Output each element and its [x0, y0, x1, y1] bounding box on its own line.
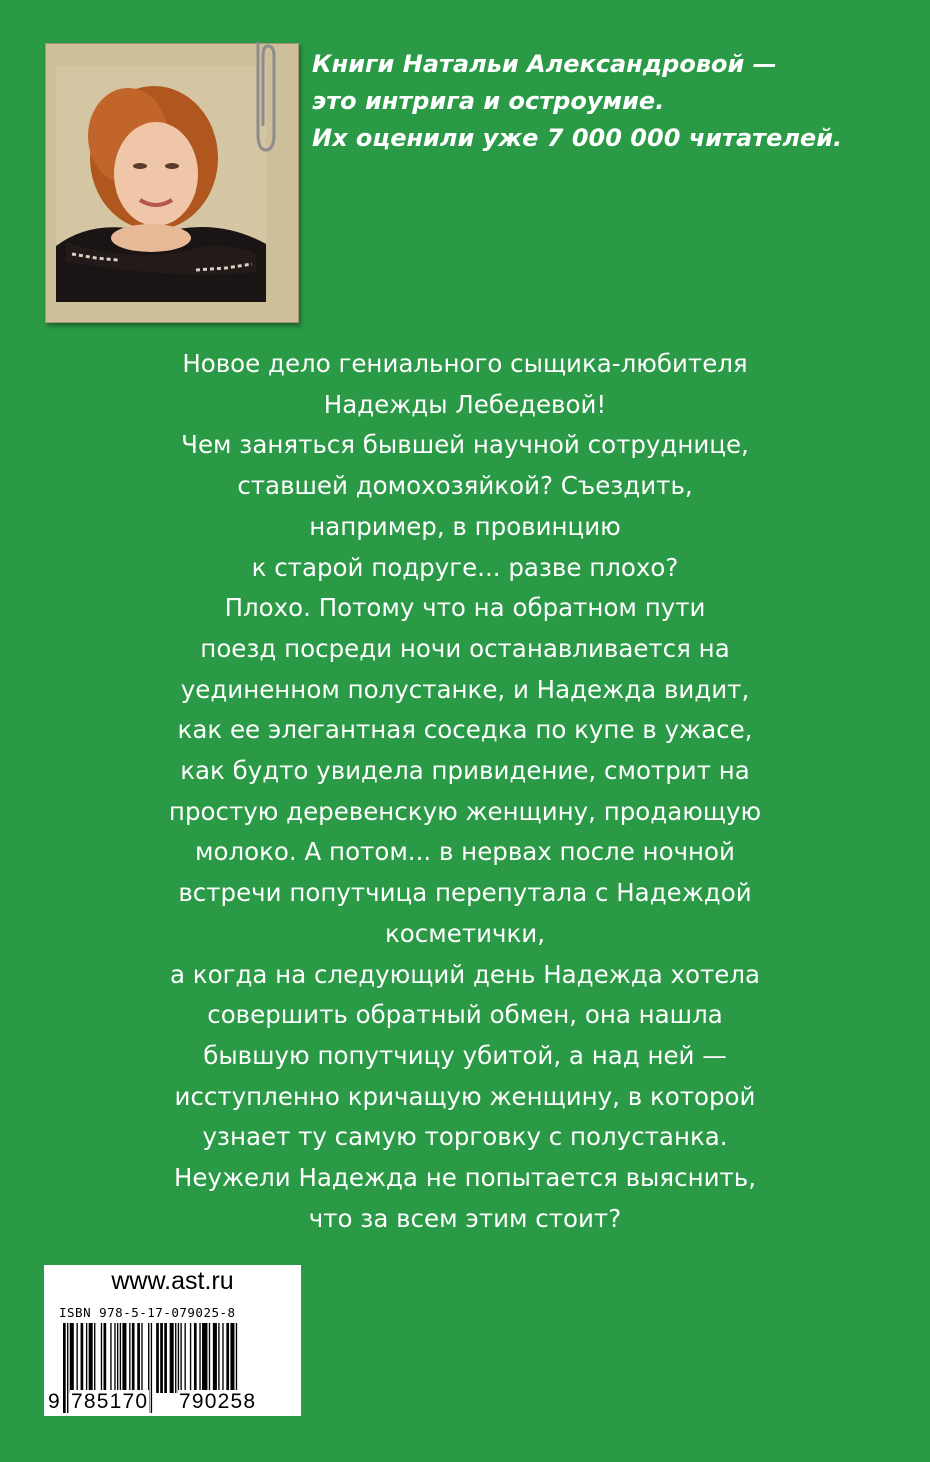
barcode-bar [199, 1323, 200, 1393]
barcode-digit-first: 9 [48, 1390, 60, 1413]
barcode-bar [129, 1323, 130, 1393]
barcode-bar [190, 1323, 191, 1393]
barcode-block [44, 1265, 301, 1416]
barcode-bar [120, 1323, 121, 1393]
description-line: бывшую попутчицу убитой, а над ней — [203, 1040, 727, 1070]
description-line: а когда на следующий день Надежда хотела [169, 959, 761, 989]
description-line: Плохо. Потому что на обратном пути [224, 593, 706, 623]
barcode-bar [77, 1323, 78, 1393]
barcode-bar [137, 1323, 140, 1393]
barcode-bar [202, 1323, 207, 1393]
barcode-bar [218, 1323, 219, 1393]
barcode-bar [175, 1323, 176, 1393]
barcode-bar [194, 1323, 197, 1393]
book-description [140, 344, 790, 1239]
description-line: совершить обратный обмен, она нашла [207, 1000, 723, 1030]
barcode-bar [222, 1323, 223, 1393]
paperclip-icon [250, 38, 278, 156]
description-line: к старой подруге... разве плохо? [251, 552, 679, 582]
author-photo-card [45, 43, 299, 323]
barcode-bar [101, 1323, 102, 1393]
barcode-bar [180, 1323, 181, 1393]
barcode-bar [178, 1323, 179, 1393]
barcode-bar [114, 1323, 115, 1393]
barcode-bar [132, 1323, 135, 1393]
barcode-bar [151, 1323, 152, 1413]
barcode-bar [185, 1323, 186, 1393]
barcode-bar [122, 1323, 126, 1393]
description-line: простую деревенскую женщину, продающую [168, 796, 762, 826]
description-line: например, в провинцию [309, 511, 621, 541]
barcode-bar [81, 1323, 84, 1393]
barcode-bar [94, 1323, 95, 1393]
description-line: ставшей домохозяйкой? Съездить, [237, 471, 693, 501]
description-line: молоко. А потом... в нервах после ночной [195, 837, 735, 867]
description-line: Неужели Надежда не попытается выяснить, [173, 1163, 757, 1193]
description-line: Новое дело гениального сыщика-любителя [182, 349, 748, 378]
barcode-bar [117, 1323, 118, 1393]
barcode-bar [160, 1323, 163, 1393]
description-line: уединенном полустанке, и Надежда видит, [180, 674, 750, 704]
barcode-bar [141, 1323, 142, 1393]
barcode-bar [89, 1323, 93, 1393]
barcode-bar [226, 1323, 229, 1393]
description-line: встречи попутчица перепутала с Надеждой [178, 878, 752, 908]
barcode-bar [170, 1323, 174, 1393]
isbn-label: ISBN 978-5-17-079025-8 [59, 1305, 236, 1320]
publisher-website: www.ast.ru [111, 1267, 234, 1295]
description-line: как ее элегантная соседка по купе в ужасе, [177, 715, 753, 745]
barcode-bar [70, 1323, 74, 1393]
barcode-bar [86, 1323, 87, 1393]
barcode-bar [230, 1323, 234, 1393]
tagline-line: Их оценили уже 7 000 000 читателей. [312, 124, 843, 152]
barcode-bar [209, 1323, 210, 1393]
barcode-bar [156, 1323, 159, 1393]
barcode-bar [67, 1323, 68, 1413]
barcode-digit-group-left: 785170 [71, 1390, 149, 1413]
barcode-bar [213, 1323, 217, 1393]
description-line: Надежды Лебедевой! [323, 389, 607, 419]
description-line: что за всем этим стоит? [308, 1203, 622, 1233]
barcode-bar [104, 1323, 107, 1393]
description-line: узнает ту самую торговку с полустанка. [202, 1122, 728, 1152]
description-line: косметички, [385, 918, 545, 948]
barcode-bar [63, 1323, 66, 1413]
description-line: исступленно кричащую женщину, в которой [174, 1081, 756, 1111]
author-portrait-photo [56, 66, 266, 302]
barcode-bar [110, 1323, 111, 1393]
description-line: поезд посреди ночи останавливается на [200, 633, 730, 663]
barcode-digit-group-right: 790258 [179, 1390, 257, 1413]
author-tagline [312, 46, 912, 157]
tagline-line: Книги Натальи Александровой — [312, 50, 777, 78]
description-line: как будто увидела привидение, смотрит на [180, 756, 750, 786]
description-line: Чем заняться бывшей научной сотруднице, [181, 430, 749, 460]
tagline-line: это интрига и остроумие. [312, 87, 665, 115]
barcode-bar [164, 1323, 167, 1393]
